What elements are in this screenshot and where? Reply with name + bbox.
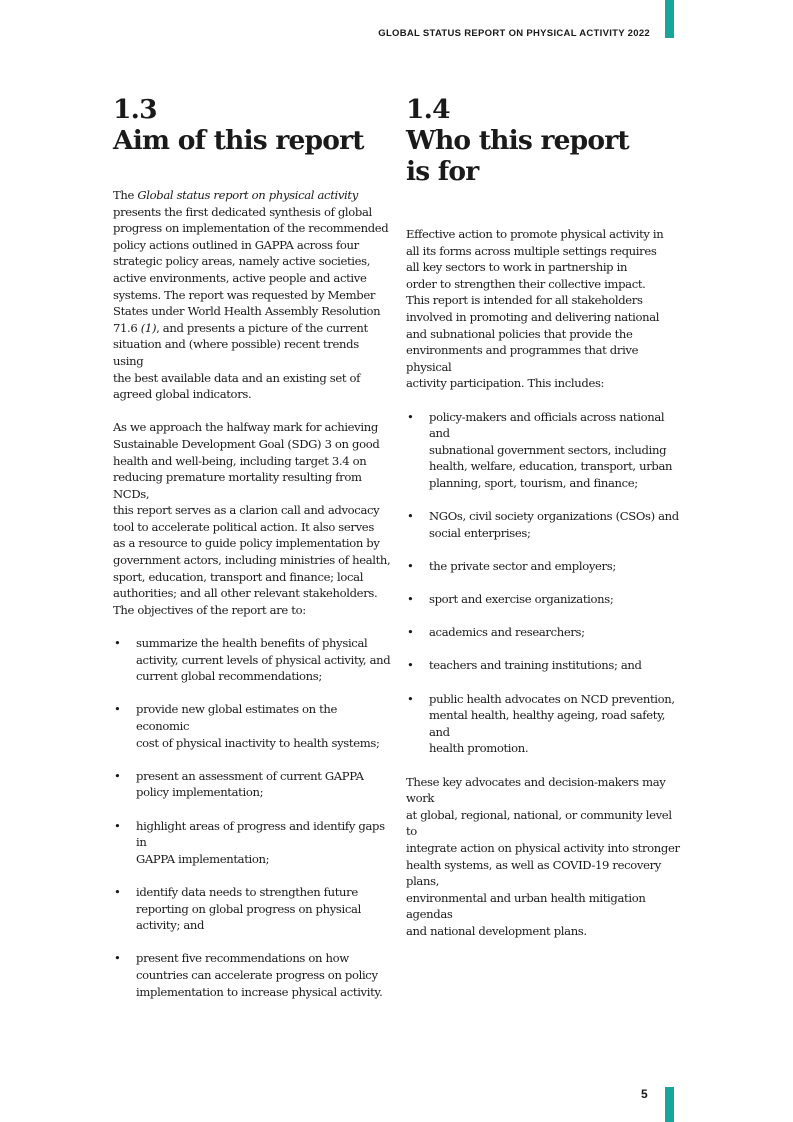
page-number: 5 bbox=[641, 1087, 648, 1101]
list-item-text: academics and researchers; bbox=[429, 625, 585, 640]
accent-bar-bottom bbox=[665, 1087, 674, 1122]
section-number: 1.3 bbox=[113, 94, 157, 125]
intro-paragraph bbox=[113, 187, 391, 403]
bullet-icon: • bbox=[114, 884, 121, 899]
context-paragraph: As we approach the halfway mark for achieving Sustainable Development Goal (SDG) 3 on good health and well-being, including target 3.4 on reducing premature mortality resulting from NCDs, this report serves as a clarion call and advocacy tool to accelerate political action. It also serves as a resource to guide policy implementation by government actors, including ministries of health, sport, education, transport and finance; local authorities; and all other relevant stakeholders. The objectives of the report are to: bbox=[113, 420, 391, 617]
list-item-text: provide new global estimates on the economic cost of physical inactivity to health systems; bbox=[136, 702, 380, 750]
bullet-icon: • bbox=[407, 691, 414, 706]
bullet-icon: • bbox=[114, 951, 121, 966]
bullet-icon: • bbox=[114, 702, 121, 717]
bullet-icon: • bbox=[114, 818, 121, 833]
list-item bbox=[406, 657, 684, 674]
list-item-text: policy-makers and officials across national and subnational government sectors, including health, welfare, education, transport, urban planning, sport, tourism, and finance; bbox=[429, 409, 673, 490]
citation-reference: (1) bbox=[140, 320, 157, 335]
list-item-text: public health advocates on NCD prevention, mental health, healthy ageing, road safety, and health promotion. bbox=[429, 691, 675, 756]
list-item-text: NGOs, civil society organizations (CSOs) and social enterprises; bbox=[429, 509, 679, 540]
list-item bbox=[113, 635, 391, 685]
section-number: 1.4 bbox=[406, 94, 450, 125]
report-title-italic: Global status report on physical activity bbox=[137, 188, 358, 202]
bullet-icon: • bbox=[114, 636, 121, 651]
intro-suffix: , and presents a picture of the current situation and (where possible) recent trends using the best available data and an existing set of agreed global indicators. bbox=[113, 320, 368, 402]
list-item-text: present an assessment of current GAPPA policy implementation; bbox=[136, 768, 364, 800]
list-item-text: teachers and training institutions; and bbox=[429, 658, 642, 673]
list-item-text: sport and exercise organizations; bbox=[429, 592, 614, 607]
list-item-text: identify data needs to strengthen future reporting on global progress on physical activity; and bbox=[136, 884, 361, 933]
bullet-icon: • bbox=[114, 768, 121, 783]
list-item bbox=[406, 508, 684, 541]
list-item bbox=[406, 691, 684, 757]
list-item bbox=[113, 884, 391, 934]
list-item bbox=[113, 818, 391, 868]
list-item bbox=[406, 409, 684, 492]
bullet-icon: • bbox=[407, 625, 414, 640]
closing-paragraph: These key advocates and decision-makers may work at global, regional, national, or community level to integrate action on physical activity into stronger health systems, as well as COVID-19 recovery plans, environmental and urban health mitigation agendas and national development plans. bbox=[406, 774, 680, 938]
stakeholders-list bbox=[406, 409, 684, 757]
list-item-text: summarize the health benefits of physical activity, current levels of physical activity, and current global recommendations; bbox=[136, 636, 391, 684]
bullet-icon: • bbox=[407, 558, 414, 573]
list-item-text: the private sector and employers; bbox=[429, 558, 616, 573]
list-item bbox=[113, 950, 391, 1000]
list-item bbox=[113, 701, 391, 751]
bullet-icon: • bbox=[407, 658, 414, 673]
list-item bbox=[113, 768, 391, 801]
list-item bbox=[406, 591, 684, 608]
intro-prefix: The bbox=[113, 188, 138, 202]
intro-middle: presents the first dedicated synthesis of global progress on implementation of the recommended policy actions outlined in GAPPA across four strategic policy areas, namely active societies, active environments, active people and active systems. The report was requested by Member States under World Health Assembly Resolution 71.6 bbox=[113, 204, 389, 335]
list-item-text: present five recommendations on how countries can accelerate progress on policy implementation to increase physical activity. bbox=[136, 951, 383, 999]
section-title: Who this report is for bbox=[406, 125, 629, 187]
list-item bbox=[406, 624, 684, 641]
accent-bar-top bbox=[665, 0, 674, 38]
list-item-text: highlight areas of progress and identify gaps in GAPPA implementation; bbox=[136, 818, 385, 866]
bullet-icon: • bbox=[407, 409, 414, 424]
objectives-list bbox=[113, 635, 391, 1000]
section-aim-of-report bbox=[113, 94, 391, 1000]
section-title: Aim of this report bbox=[113, 125, 364, 156]
intro-paragraph: Effective action to promote physical activity in all its forms across multiple settings requires all key sectors to work in partnership in order to strengthen their collective impact. This report is intended for all stakeholders involved in promoting and delivering national and subnational policies that provide the environments and programmes that drive physical activity participation. This includes: bbox=[406, 227, 664, 391]
list-item bbox=[406, 558, 684, 575]
bullet-icon: • bbox=[407, 509, 414, 524]
bullet-icon: • bbox=[407, 592, 414, 607]
running-header: GLOBAL STATUS REPORT ON PHYSICAL ACTIVITY 2022 bbox=[378, 28, 650, 39]
section-who-report-is-for bbox=[406, 94, 684, 940]
